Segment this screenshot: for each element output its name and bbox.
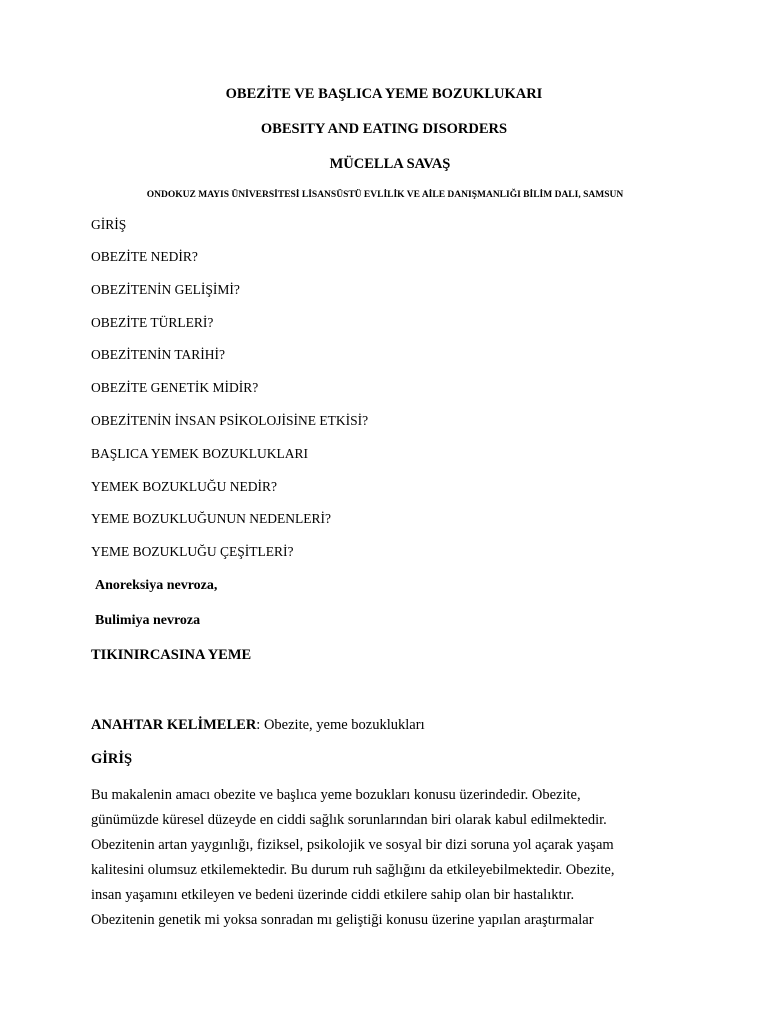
paragraph-line: Obezitenin genetik mi yoksa sonradan mı geliştiği konusu üzerine yapılan araştırmalar [91, 912, 594, 928]
keywords-value: : Obezite, yeme bozuklukları [256, 717, 425, 733]
toc-item: BAŞLICA YEMEK BOZUKLUKLARI [91, 446, 308, 461]
title-turkish: OBEZİTE VE BAŞLICA YEME BOZUKLUKARI [225, 86, 543, 102]
toc-item: OBEZİTE GENETİK MİDİR? [91, 380, 259, 395]
title-english: OBESITY AND EATING DISORDERS [260, 121, 508, 137]
paragraph-line: günümüzde küresel düzeyde en ciddi sağlık sorunlarından biri olarak kabul edilmektedir. [91, 812, 607, 828]
toc-item: GİRİŞ [91, 217, 127, 232]
author-name: MÜCELLA SAVAŞ [329, 156, 451, 172]
toc-item: YEME BOZUKLUĞUNUN NEDENLERİ? [91, 511, 331, 526]
toc-item: OBEZİTE NEDİR? [91, 249, 198, 264]
toc-item-bold: TIKINIRCASINA YEME [91, 647, 252, 663]
toc-item: OBEZİTENİN İNSAN PSİKOLOJİSİNE ETKİSİ? [91, 413, 369, 428]
section-heading: GİRİŞ [91, 751, 133, 767]
toc-item: OBEZİTENİN TARİHİ? [91, 347, 226, 362]
toc-subitem: Anoreksiya nevroza, [95, 578, 218, 593]
keywords-line [91, 717, 425, 734]
toc-subitem: Bulimiya nevroza [95, 613, 201, 628]
toc-item: OBEZİTENİN GELİŞİMİ? [91, 282, 240, 297]
affiliation: ONDOKUZ MAYIS ÜNİVERSİTESİ LİSANSÜSTÜ EVLİLİK VE AİLE DANIŞMANLIĞI BİLİM DALI, SAMSUN [146, 190, 624, 200]
toc-item: YEMEK BOZUKLUĞU NEDİR? [91, 479, 277, 494]
toc-item: OBEZİTE TÜRLERİ? [91, 315, 214, 330]
keywords-label: ANAHTAR KELİMELER [91, 717, 257, 733]
paragraph-line: kalitesini olumsuz etkilemektedir. Bu durum ruh sağlığını da etkileyebilmektedir. Obezite, [91, 862, 615, 878]
toc-item: YEME BOZUKLUĞU ÇEŞİTLERİ? [91, 544, 294, 559]
paragraph-line: Obezitenin artan yaygınlığı, fiziksel, psikolojik ve sosyal bir dizi soruna yol açarak yaşam [91, 837, 614, 853]
paragraph-line: insan yaşamını etkileyen ve bedeni üzerinde ciddi etkilere sahip olan bir hastalıktır. [91, 887, 575, 903]
paragraph-line: Bu makalenin amacı obezite ve başlıca yeme bozukları konusu üzerindedir. Obezite, [91, 787, 581, 803]
